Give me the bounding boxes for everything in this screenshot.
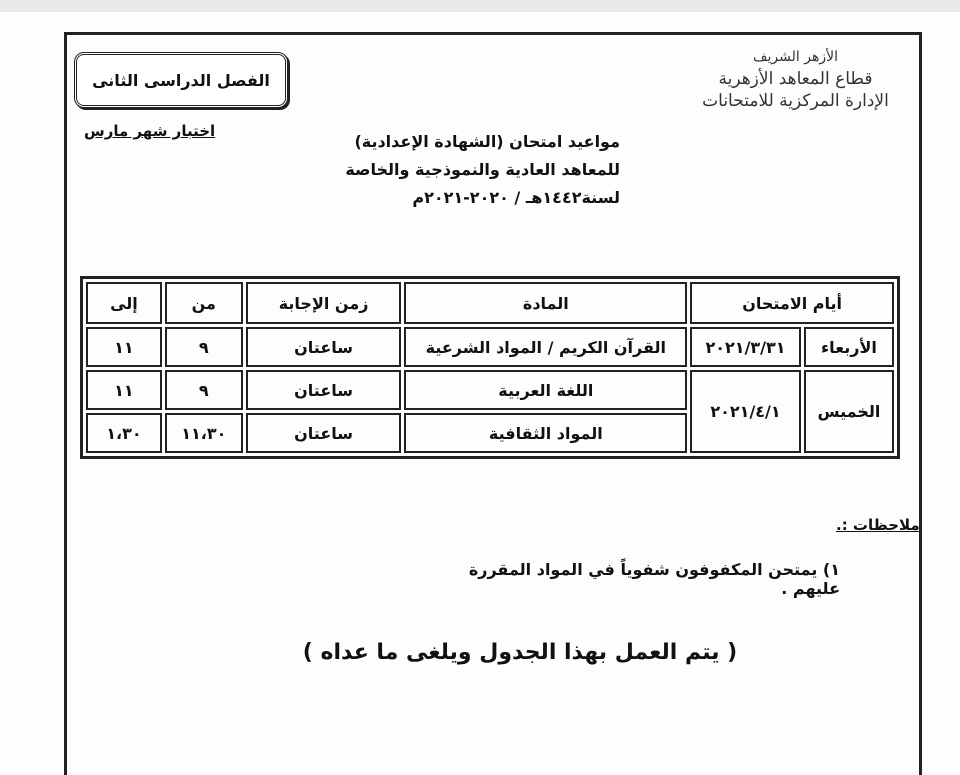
to-cell: ١١ <box>86 327 162 367</box>
org-line-3: الإدارة المركزية للامتحانات <box>702 91 889 111</box>
header-duration: زمن الإجابة <box>246 282 402 324</box>
org-line-1: الأزهر الشريف <box>753 49 838 65</box>
header-from: من <box>165 282 243 324</box>
date-cell: ٢٠٢١/٣/٣١ <box>690 327 801 367</box>
to-cell: ١١ <box>86 370 162 410</box>
exam-month-label: اختبار شهر مارس <box>84 122 216 140</box>
subject-cell: القرآن الكريم / المواد الشرعية <box>404 327 687 367</box>
org-line-2: قطاع المعاهد الأزهرية <box>718 69 873 89</box>
semester-label: الفصل الدراسى الثانى <box>92 70 270 90</box>
table-header-row <box>86 282 894 324</box>
azhar-header-logo <box>683 46 908 130</box>
subject-cell: المواد الثقافية <box>404 413 687 453</box>
from-cell: ١١،٣٠ <box>165 413 243 453</box>
notes-label: ملاحظات :. <box>836 516 920 534</box>
title-line-1: مواعيد امتحان (الشهادة الإعدادية) <box>354 132 620 151</box>
exam-schedule-table <box>80 276 900 459</box>
note-item: ١) يمتحن المكفوفون شفوياً في المواد المقررة عليهم . <box>468 560 840 598</box>
table-row <box>86 327 894 367</box>
semester-box <box>74 52 288 108</box>
to-cell: ١،٣٠ <box>86 413 162 453</box>
header-to: إلى <box>86 282 162 324</box>
title-line-3: لسنة١٤٤٢هـ / ٢٠٢٠-٢٠٢١م <box>412 188 620 207</box>
title-line-2: للمعاهد العادية والنموذجية والخاصة <box>345 160 620 179</box>
duration-cell: ساعتان <box>246 370 402 410</box>
date-cell: ٢٠٢١/٤/١ <box>690 370 801 453</box>
table-row <box>86 370 894 410</box>
final-note: ( يتم العمل بهذا الجدول ويلغى ما عداه ) <box>302 640 738 665</box>
top-margin-strip <box>0 0 960 12</box>
header-subject: المادة <box>404 282 687 324</box>
from-cell: ٩ <box>165 327 243 367</box>
subject-cell: اللغة العربية <box>404 370 687 410</box>
day-cell: الأربعاء <box>804 327 894 367</box>
header-days: أيام الامتحان <box>690 282 894 324</box>
duration-cell: ساعتان <box>246 413 402 453</box>
from-cell: ٩ <box>165 370 243 410</box>
day-cell: الخميس <box>804 370 894 453</box>
duration-cell: ساعتان <box>246 327 402 367</box>
